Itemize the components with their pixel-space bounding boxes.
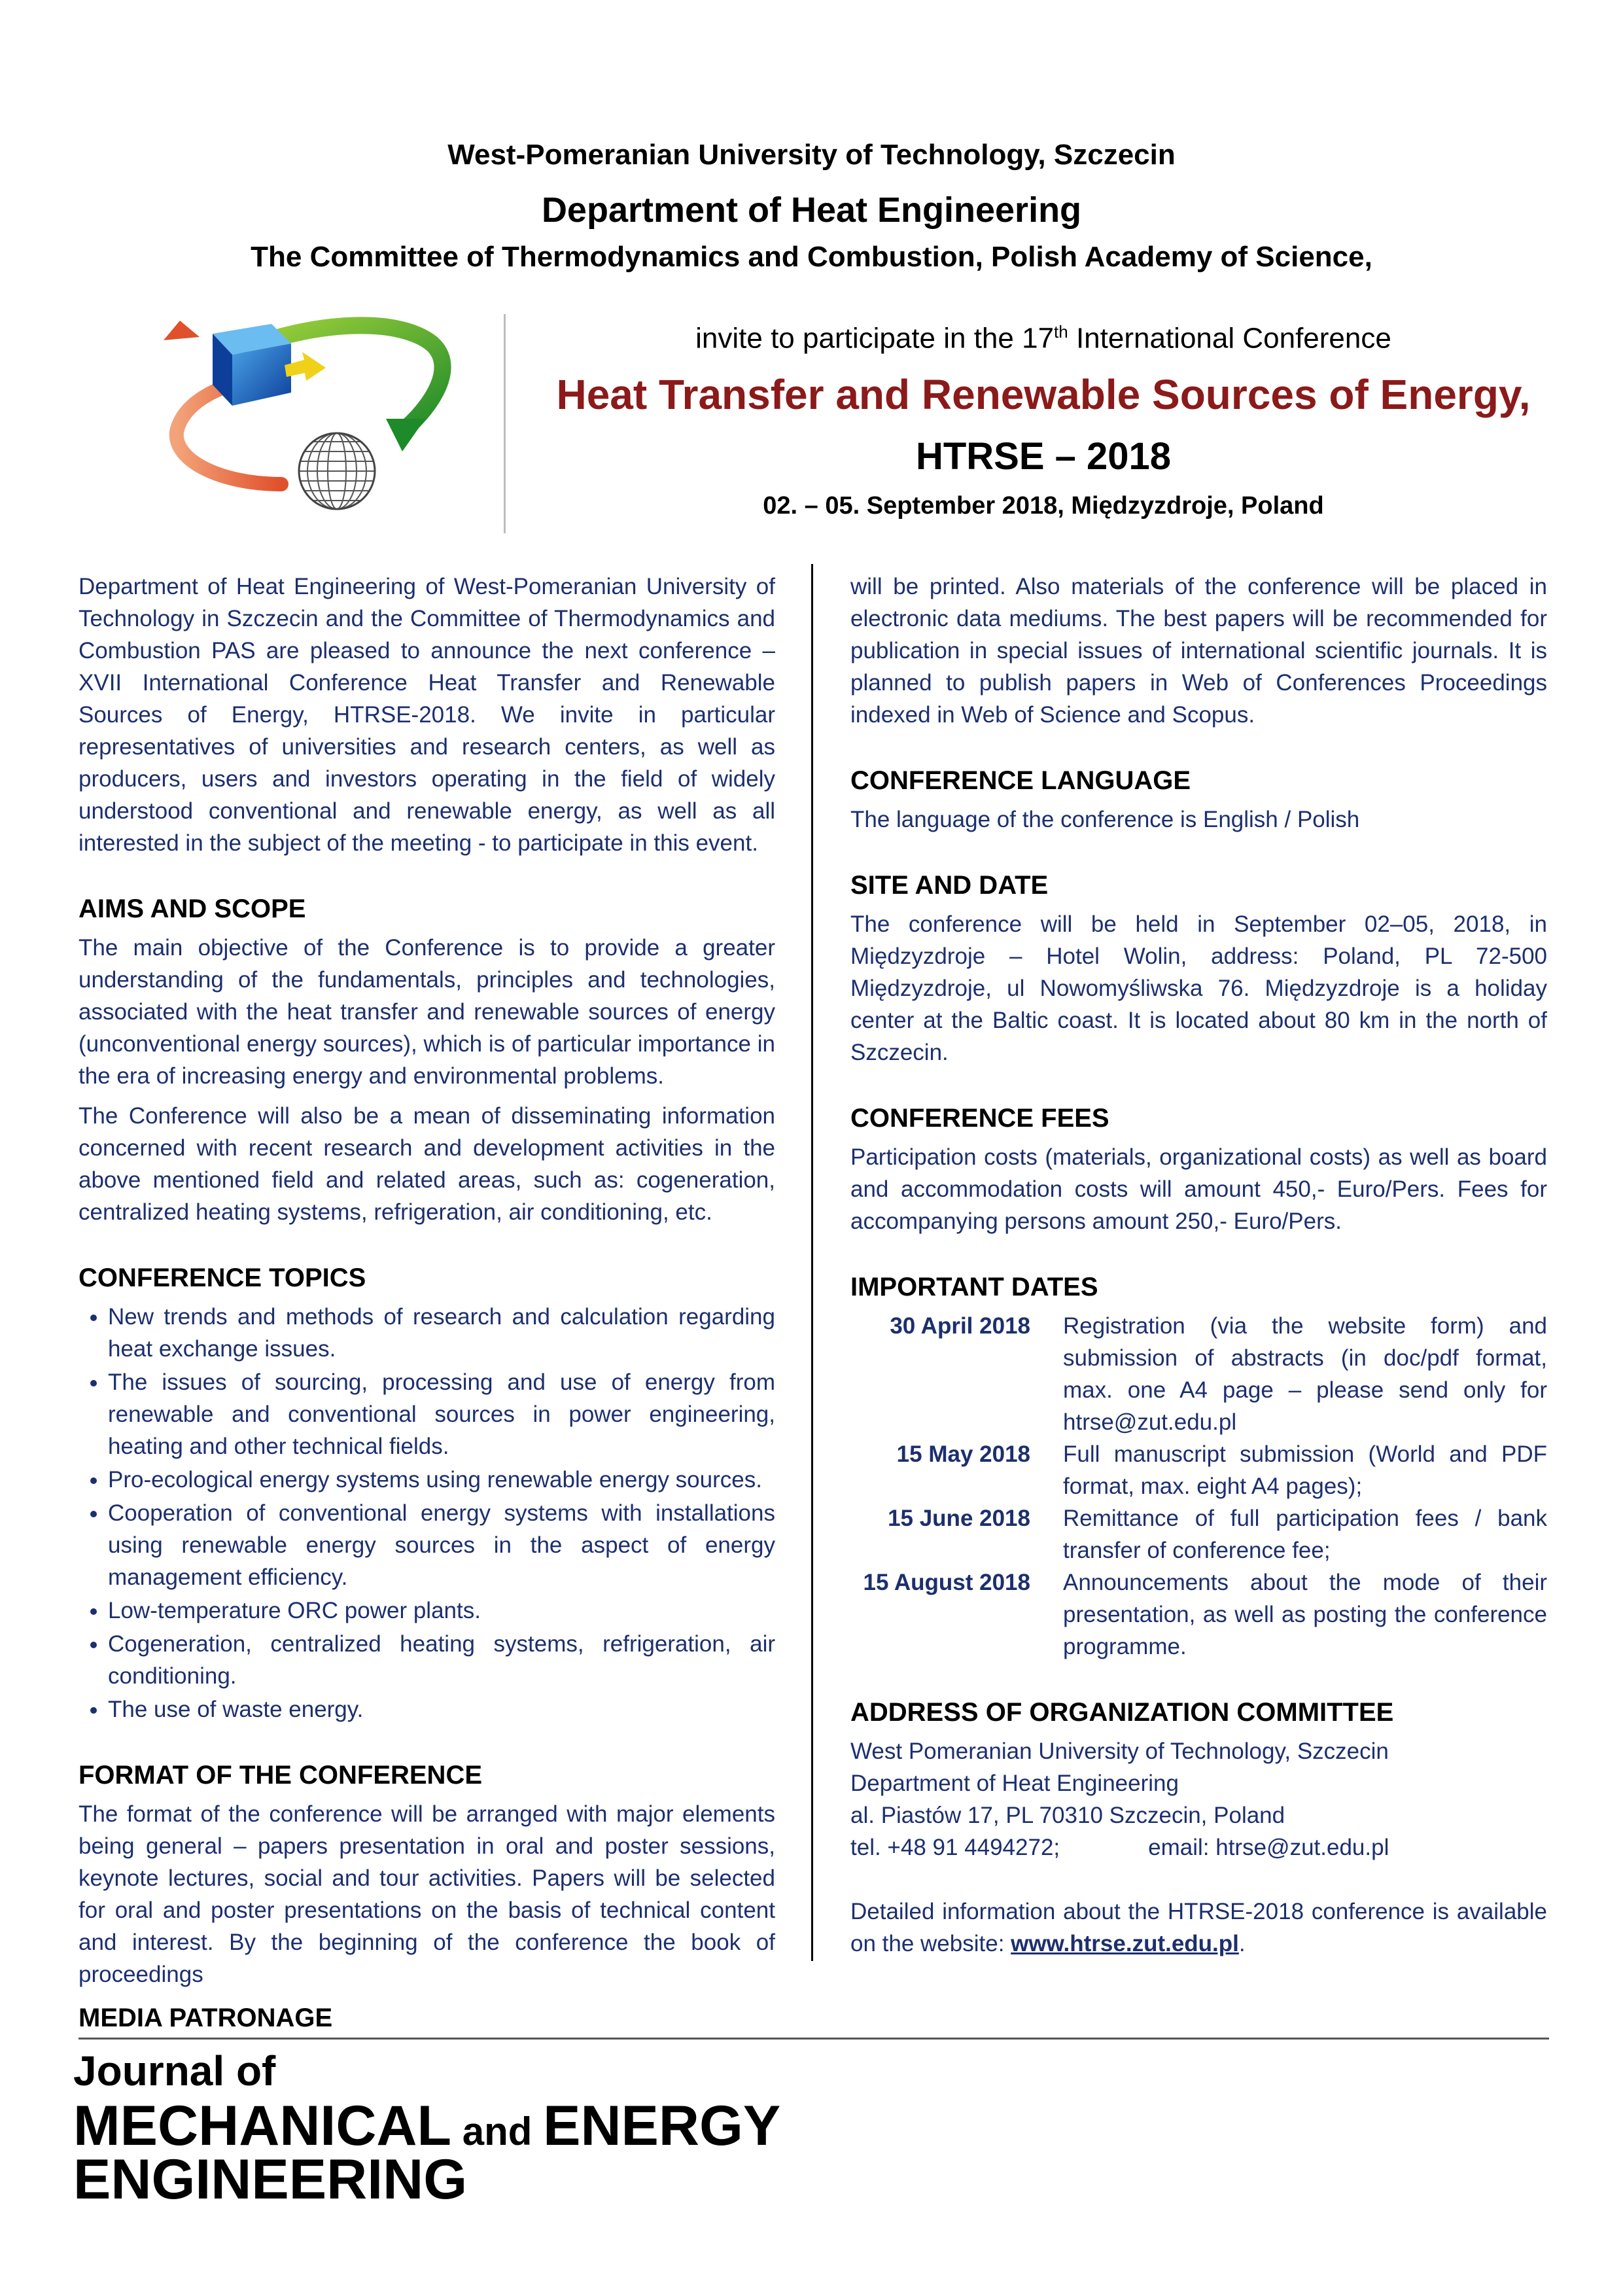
topics-list (79, 1301, 775, 1725)
address-heading: ADDRESS OF ORGANIZATION COMMITTEE (850, 1698, 1394, 1727)
right-column (850, 571, 1547, 1960)
media-patronage-label: MEDIA PATRONAGE (79, 2004, 333, 2032)
aims-paragraph-1: The main objective of the Conference is to provide a greater understanding of the fundamentals, principles and technologies, associated with the heat transfer and renewable sources of energy (unconventional energy sources), which is of particular importance in the era of increasing energy and environmental problems. (79, 935, 775, 1089)
date-description: Registration (via the website form) and submission of abstracts (in doc/pdf format, max. one A4 page – please send only for htrse@zut.edu.pl (1063, 1313, 1547, 1435)
date-description: Full manuscript submission (World and PDF format, max. eight A4 pages); (1063, 1441, 1547, 1499)
date-cell: 30 April 2018 (890, 1313, 1030, 1339)
list-item: • Cogeneration, centralized heating systems, refrigeration, air conditioning. (108, 1628, 775, 1692)
site-heading: SITE AND DATE (850, 871, 1049, 900)
date-cell: 15 May 2018 (896, 1441, 1030, 1467)
format-heading: FORMAT OF THE CONFERENCE (79, 1761, 483, 1790)
address-line: West Pomeranian University of Technology, Szczecin (850, 1739, 1389, 1764)
list-item: • Low-temperature ORC power plants. (108, 1595, 775, 1627)
left-column (79, 571, 775, 1998)
address-block (850, 1735, 1547, 1960)
column-divider (811, 564, 813, 1961)
date-row (850, 1310, 1547, 1438)
dates-heading: IMPORTANT DATES (850, 1273, 1098, 1301)
conference-logo-icon (150, 308, 464, 530)
continued-paragraph: will be printed. Also materials of the conference will be placed in electronic data mediums. The best papers will be recommended for publication in special issues of international scientific journals. It is planned to publish papers in Web of Conferences Proceedings indexed in Web of Science and Scopus. (850, 574, 1547, 728)
list-item: • Cooperation of conventional energy systems with installations using renewable energy sources in the aspect of energy management efficiency. (108, 1497, 775, 1593)
conference-acronym: HTRSE – 2018 (915, 435, 1172, 478)
journal-logo-line-3: ENGINEERING (73, 2148, 468, 2211)
date-cell: 15 August 2018 (863, 1570, 1030, 1595)
topics-heading: CONFERENCE TOPICS (79, 1263, 366, 1292)
phone-number: tel. +48 91 4494272; (850, 1835, 1060, 1860)
format-paragraph: The format of the conference will be arranged with major elements being general – papers presentation in oral and poster sessions, keynote lectures, social and tour activities. Papers will be selected for oral and poster presentations on the basis of technical content and interest. By the beginning of the conference the book of proceedings (79, 1801, 775, 1987)
date-row (850, 1566, 1547, 1663)
list-item: • The use of waste energy. (108, 1693, 775, 1725)
intro-paragraph: Department of Heat Engineering of West-Pomeranian University of Technology in Szczecin and the Committee of Thermodynamics and Combustion PAS are pleased to announce the next conference – XVII International Conference Heat Transfer and Renewable Sources of Energy, HTRSE-2018. We invite in particular representatives of universities and research centers, as well as producers, users and investors operating in the field of widely understood conventional and renewable energy, as well as all interested in the subject of the meeting - to participate in this event. (79, 574, 775, 856)
date-cell: 15 June 2018 (888, 1506, 1030, 1531)
committee-name: The Committee of Thermodynamics and Combustion, Polish Academy of Science, (251, 241, 1372, 273)
conference-title: Heat Transfer and Renewable Sources of Energy, (556, 371, 1531, 418)
journal-logo-line-2: MECHANICAL and ENERGY (73, 2094, 781, 2157)
address-line: Department of Heat Engineering (850, 1771, 1179, 1796)
list-item: • The issues of sourcing, processing and use of energy from renewable and conventional sources in power engineering, heating and other technical fields. (108, 1366, 775, 1462)
language-heading: CONFERENCE LANGUAGE (850, 766, 1191, 795)
department-name: Department of Heat Engineering (541, 190, 1082, 230)
conference-dates: 02. – 05. September 2018, Międzyzdroje, Poland (763, 492, 1324, 520)
university-name: West-Pomeranian University of Technology, Szczecin (447, 139, 1176, 171)
aims-paragraph-2: The Conference will also be a mean of disseminating information concerned with recent research and development activities in the above mentioned field and related areas, such as: cogeneration, centralized heating systems, refrigeration, air conditioning, etc. (79, 1103, 775, 1225)
journal-logo-line-1: Journal of (73, 2047, 276, 2094)
invite-line: invite to participate in the 17th International Conference (695, 322, 1391, 355)
date-description: Announcements about the mode of their presentation, as well as posting the conference programme. (1063, 1570, 1547, 1659)
website-link[interactable]: www.htrse.zut.edu.pl (1011, 1931, 1239, 1956)
header-divider (504, 314, 506, 533)
contact-line (850, 1831, 1547, 1863)
site-paragraph: The conference will be held in September 02–05, 2018, in Międzyzdroje – Hotel Wolin, address: Poland, PL 72-500 Międzyzdroje, ul Nowomyśliwska 76. Międzyzdroje is a holiday center at the Baltic coast. It is located about 80 km in the north of Szczecin. (850, 911, 1547, 1065)
website-paragraph: Detailed information about the HTRSE-2018 conference is available on the website: www.htrse.zut.edu.pl. (850, 1899, 1547, 1956)
fees-heading: CONFERENCE FEES (850, 1104, 1109, 1133)
date-description: Remittance of full participation fees / bank transfer of conference fee; (1063, 1506, 1547, 1563)
list-item: • New trends and methods of research and calculation regarding heat exchange issues. (108, 1301, 775, 1365)
date-row (850, 1502, 1547, 1566)
aims-heading: AIMS AND SCOPE (79, 894, 306, 923)
footer-rule (79, 2038, 1549, 2040)
date-row (850, 1438, 1547, 1502)
address-line: al. Piastów 17, PL 70310 Szczecin, Poland (850, 1803, 1285, 1828)
fees-paragraph: Participation costs (materials, organizational costs) as well as board and accommodation costs will amount 450,- Euro/Pers. Fees for accompanying persons amount 250,- Euro/Pers. (850, 1144, 1547, 1234)
language-paragraph: The language of the conference is English / Polish (850, 807, 1360, 832)
email-address[interactable]: email: htrse@zut.edu.pl (1148, 1835, 1389, 1860)
important-dates-table (850, 1310, 1547, 1663)
list-item: • Pro-ecological energy systems using renewable energy sources. (108, 1464, 775, 1496)
